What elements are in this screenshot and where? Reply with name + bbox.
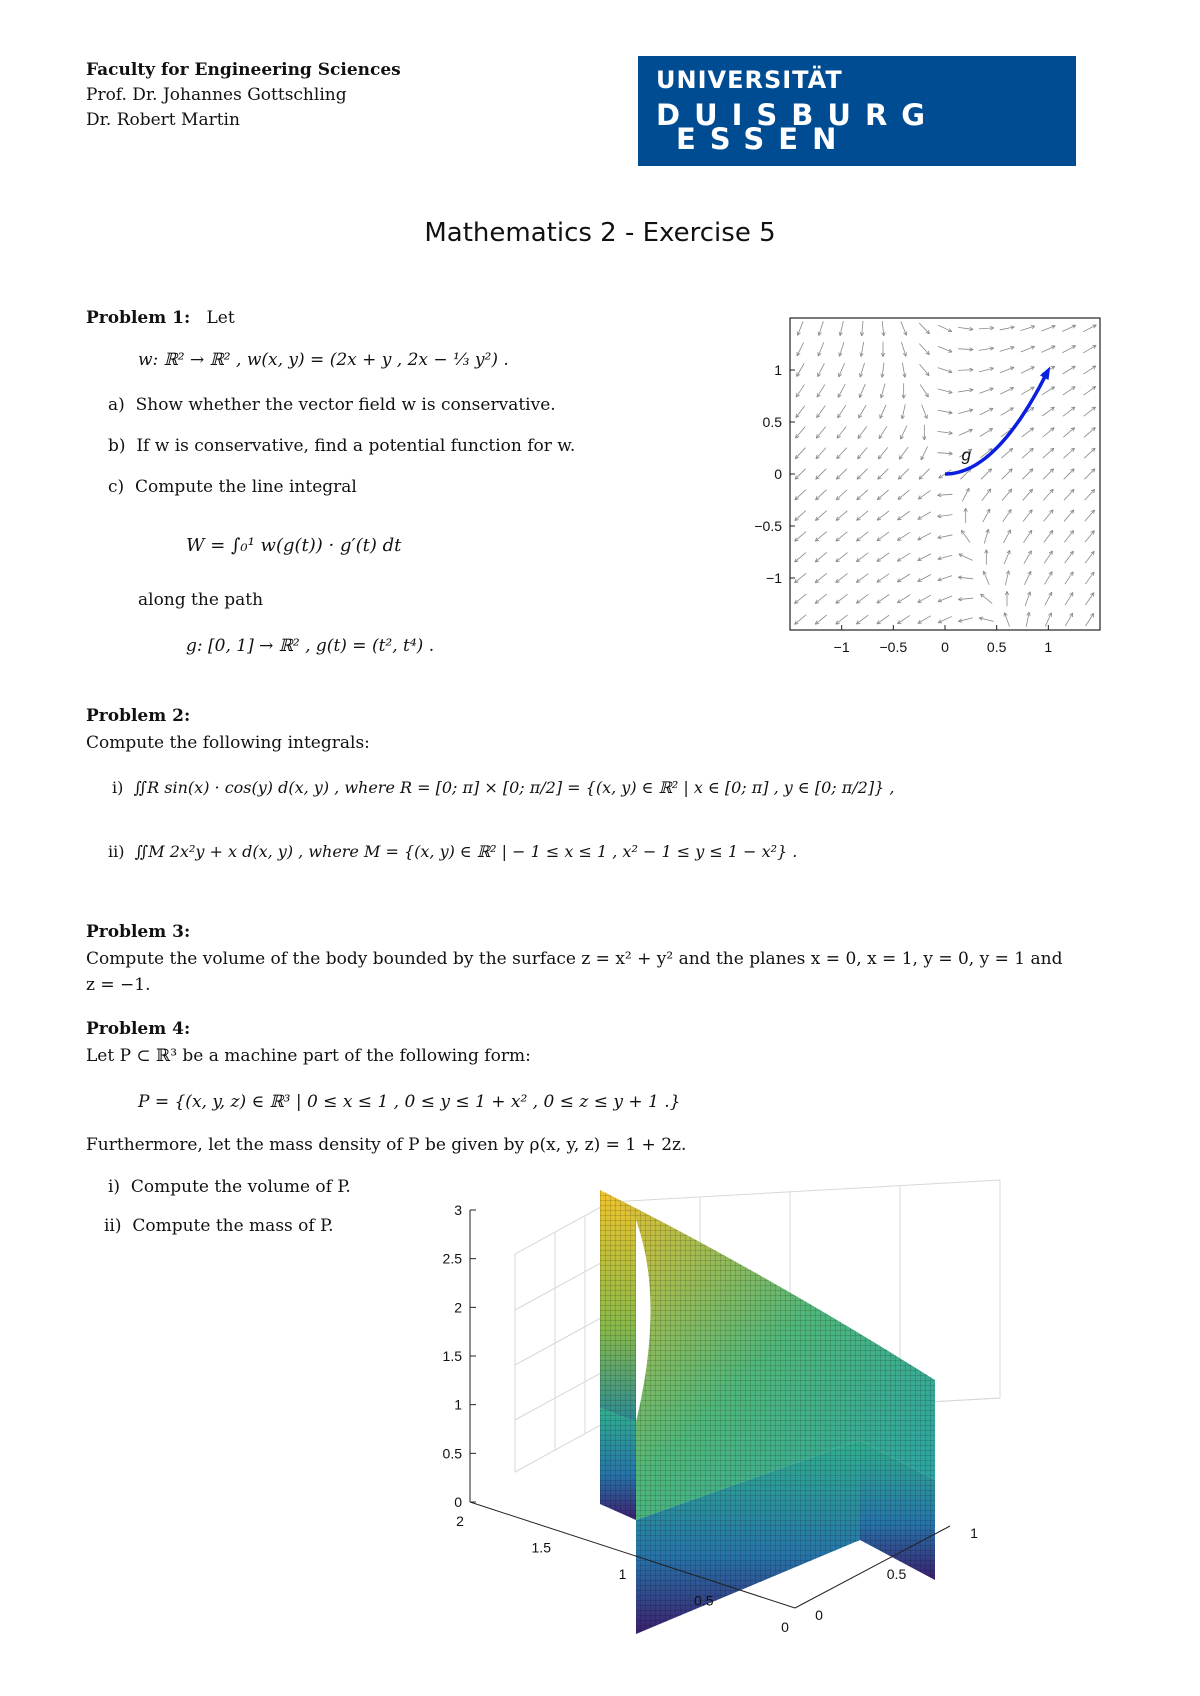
university-logo	[638, 56, 1076, 166]
problem1-c-label: c)	[108, 477, 125, 497]
logo-line-3: ESSEN	[676, 122, 851, 156]
header-block	[86, 58, 401, 133]
problem4-ii	[104, 1214, 334, 1238]
problem4-heading: Problem 4:	[86, 1019, 191, 1039]
y-tick-label: 0.5	[762, 414, 782, 430]
problem1-a	[108, 393, 556, 417]
y-tick-label: 1	[618, 1566, 627, 1582]
y-tick-labels	[754, 362, 795, 586]
problem4-i	[108, 1175, 351, 1199]
problem1-b-label: b)	[108, 436, 126, 456]
problem1-a-text: Show whether the vector field w is conservative.	[135, 395, 556, 415]
problem1-a-label: a)	[108, 395, 125, 415]
x-tick-label: 0.5	[886, 1566, 907, 1582]
problem1-field: w: ℝ² → ℝ² , w(x, y) = (2x + y , 2x − ⅓ y²) .	[138, 350, 509, 370]
problem4-i-label: i)	[108, 1177, 121, 1197]
z-tick-label: 1	[454, 1396, 462, 1413]
problem1-intro: Let	[206, 308, 235, 328]
problem3-text2: z = −1.	[86, 975, 151, 995]
y-tick-label: −0.5	[754, 518, 782, 534]
solid-body	[600, 1190, 935, 1634]
logo-line-2: DUISBURG	[656, 98, 940, 132]
problem1-integral: W = ∫₀¹ w(g(t)) · g′(t) dt	[186, 535, 402, 556]
problem1-path: g: [0, 1] → ℝ² , g(t) = (t², t⁴) .	[186, 636, 435, 656]
problem4-density: Furthermore, let the mass density of P be given by ρ(x, y, z) = 1 + 2z.	[86, 1135, 687, 1155]
y-tick-label: 1.5	[531, 1539, 551, 1556]
x-tick-label: −1	[833, 639, 850, 655]
problem2-intro: Compute the following integrals:	[86, 733, 370, 753]
z-tick-labels	[443, 1202, 476, 1510]
problem2-i-text: ∬R sin(x) · cos(y) d(x, y) , where R = [0; π] × [0; π/2] = {(x, y) ∈ ℝ² | x ∈ [0; π] , y ∈ [0; π/2]} ,	[133, 778, 895, 797]
problem3-heading: Problem 3:	[86, 922, 191, 942]
vector-field-plot	[740, 300, 1120, 670]
problem1-along: along the path	[138, 590, 264, 610]
problem2-ii-label: ii)	[108, 842, 125, 861]
professor-name: Prof. Dr. Johannes Gottschling	[86, 85, 347, 105]
surface-3d-plot	[442, 1190, 1060, 1640]
logo-line-1: UNIVERSITÄT	[656, 66, 843, 94]
x-tick-label: 0.5	[986, 639, 1007, 655]
y-tick-label: 0	[781, 1619, 789, 1635]
y-tick-label: −1	[766, 570, 782, 586]
path-g-label: g	[961, 445, 972, 465]
x-tick-label: 1	[1044, 639, 1053, 655]
problem3-text1: Compute the volume of the body bounded by the surface z = x² + y² and the planes x = 0, x = 1, y = 0, y = 1 and	[86, 949, 1063, 969]
problem1-c-text: Compute the line integral	[134, 477, 357, 497]
problem2-ii	[108, 840, 797, 864]
problem4-ii-label: ii)	[104, 1216, 122, 1236]
problem2-ii-text: ∬M 2x²y + x d(x, y) , where M = {(x, y) ∈ ℝ² | − 1 ≤ x ≤ 1 , x² − 1 ≤ y ≤ 1 − x²} .	[134, 842, 798, 861]
problem2-i-label: i)	[112, 778, 124, 797]
problem1-c	[108, 475, 357, 499]
z-tick-label: 0	[454, 1494, 462, 1510]
x-tick-label: 1	[970, 1525, 978, 1541]
problem2-i	[112, 776, 1192, 800]
problem1-heading-line	[86, 306, 235, 330]
problem4-set: P = {(x, y, z) ∈ ℝ³ | 0 ≤ x ≤ 1 , 0 ≤ y ≤ 1 + x² , 0 ≤ z ≤ y + 1 .}	[138, 1092, 681, 1112]
faculty-name: Faculty for Engineering Sciences	[86, 60, 401, 80]
page-title: Mathematics 2 - Exercise 5	[424, 218, 776, 248]
problem1-b	[108, 434, 575, 458]
y-tick-label: 0.5	[694, 1592, 714, 1609]
z-tick-label: 2	[454, 1299, 462, 1316]
z-tick-label: 1.5	[442, 1348, 462, 1364]
assistant-name: Dr. Robert Martin	[86, 110, 240, 130]
y-tick-label: 2	[456, 1513, 464, 1529]
problem4-i-text: Compute the volume of P.	[130, 1177, 351, 1197]
z-tick-label: 2.5	[442, 1250, 462, 1267]
z-tick-label: 0.5	[442, 1445, 462, 1462]
problem4-intro: Let P ⊂ ℝ³ be a machine part of the following form:	[86, 1046, 531, 1066]
problem1-b-text: If w is conservative, find a potential function for w.	[136, 436, 576, 456]
problem4-ii-text: Compute the mass of P.	[132, 1216, 334, 1236]
y-tick-label: 0	[774, 466, 782, 482]
x-tick-label: 0	[815, 1607, 823, 1623]
problem2-heading: Problem 2:	[86, 706, 191, 726]
x-tick-label: −0.5	[879, 639, 908, 655]
problem1-heading: Problem 1:	[86, 308, 191, 328]
x-tick-label: 0	[941, 639, 949, 655]
y-tick-label: 1	[774, 362, 782, 378]
z-tick-label: 3	[454, 1202, 462, 1218]
